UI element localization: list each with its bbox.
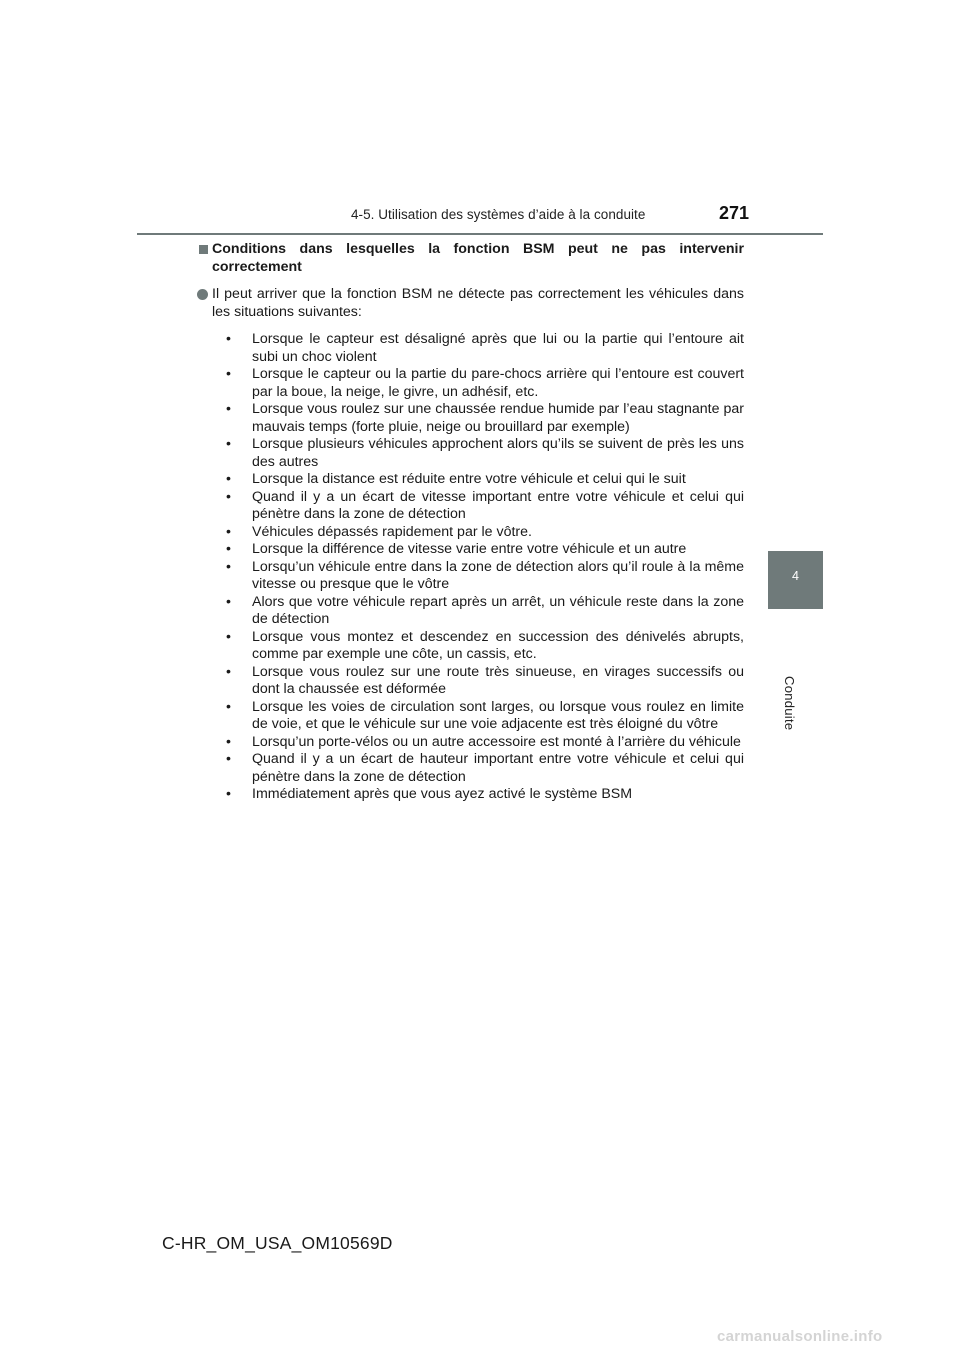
chapter-number: 4 [792, 569, 799, 583]
bullet-dot-icon: • [226, 401, 231, 417]
condition-text: Quand il y a un écart de hauteur important entre votre véhicule et celui qui pénètre dans la zone de détection [252, 751, 744, 785]
bullet-dot-icon: • [226, 663, 231, 680]
condition-list-item [226, 471, 744, 489]
page-number: 271 [719, 203, 750, 223]
watermark: carmanualsonline.info [717, 1328, 883, 1345]
bullet-dot-icon: • [226, 593, 231, 610]
bullet-dot-icon: • [226, 471, 231, 487]
condition-text: Véhicules dépassés rapidement par le vôtre. [252, 523, 532, 540]
document-code: C-HR_OM_USA_OM10569D [162, 1233, 393, 1253]
list-item [185, 286, 744, 804]
condition-list-item [226, 593, 744, 629]
condition-list-item [226, 786, 744, 804]
bullet-dot-icon: • [226, 733, 231, 750]
bullet-dot-icon: • [226, 436, 231, 452]
condition-text: Immédiatement après que vous ayez activé le système BSM [252, 786, 633, 802]
condition-text: Lorsque le capteur ou la partie du pare-chocs arrière qui l’entoure est couvert par la boue, la neige, le givre, un adhésif, etc. [252, 366, 744, 400]
condition-text: Lorsqu’un véhicule entre dans la zone de détection alors qu’il roule à la même vitesse ou presque que le vôtre [252, 558, 744, 592]
bullet-dot-icon: • [226, 331, 231, 347]
header-divider [137, 233, 823, 235]
section-heading [212, 241, 744, 276]
condition-list [212, 331, 744, 804]
condition-list-item [226, 541, 744, 559]
chapter-label: Conduite [782, 676, 797, 731]
condition-text: Lorsque le capteur est désaligné après que lui ou la partie qui l’entoure ait subi un choc violent [252, 331, 744, 365]
bullet-dot-icon: • [226, 541, 231, 557]
condition-text: Quand il y a un écart de vitesse important entre votre véhicule et celui qui pénètre dans la zone de détection [252, 488, 744, 522]
square-bullet-icon [199, 245, 208, 254]
condition-list-item [226, 488, 744, 524]
circle-bullet-icon [197, 289, 208, 300]
condition-list-item [226, 331, 744, 366]
bullet-dot-icon: • [226, 628, 231, 645]
chapter-tab[interactable] [768, 551, 823, 609]
condition-list-item [226, 628, 744, 664]
header-section-title: 4-5. Utilisation des systèmes d’aide à la conduite [351, 207, 646, 222]
bullet-dot-icon: • [226, 523, 231, 540]
bullet-dot-icon: • [226, 698, 231, 715]
bullet-dot-icon: • [226, 366, 231, 382]
item-intro: Il peut arriver que la fonction BSM ne détecte pas correctement les véhicules dans les situations suivantes: [212, 286, 744, 320]
condition-list-item [226, 663, 744, 699]
bullet-dot-icon: • [226, 751, 231, 767]
condition-text: Lorsque vous roulez sur une route très sinueuse, en virages successifs ou dont la chaussée est déformée [252, 663, 744, 697]
condition-text: Lorsque plusieurs véhicules approchent alors qu’ils se suivent de près les uns des autres [252, 436, 744, 470]
condition-text: Lorsque les voies de circulation sont larges, ou lorsque vous roulez en limite de voie, et que le véhicule sur une voie adjacente est très éloigné du vôtre [252, 698, 744, 732]
condition-text: Lorsque vous roulez sur une chaussée rendue humide par l’eau stagnante par mauvais temps (forte pluie, neige ou brouillard par exemple) [252, 401, 744, 435]
condition-list-item [226, 523, 744, 542]
bullet-dot-icon: • [226, 786, 231, 802]
section-heading-text: Conditions dans lesquelles la fonction BSM peut ne pas intervenir correctement [212, 241, 744, 275]
page-content [212, 241, 744, 804]
condition-text: Lorsque la distance est réduite entre votre véhicule et celui qui le suit [252, 471, 686, 487]
condition-text: Lorsque la différence de vitesse varie entre votre véhicule et un autre [252, 541, 687, 557]
bullet-dot-icon: • [226, 558, 231, 575]
condition-list-item [226, 366, 744, 401]
condition-text: Lorsqu’un porte-vélos ou un autre accessoire est monté à l’arrière du véhicule [252, 733, 741, 750]
condition-list-item [226, 401, 744, 436]
bullet-dot-icon: • [226, 488, 231, 505]
condition-list-item [226, 436, 744, 471]
condition-list-item [226, 558, 744, 594]
condition-text: Lorsque vous montez et descendez en succession des dénivelés abrupts, comme par exemple une côte, un cassis, etc. [252, 628, 744, 662]
condition-text: Alors que votre véhicule repart après un arrêt, un véhicule reste dans la zone de détection [252, 593, 744, 627]
condition-list-item [226, 733, 744, 752]
condition-list-item [226, 698, 744, 734]
condition-list-item [226, 751, 744, 786]
